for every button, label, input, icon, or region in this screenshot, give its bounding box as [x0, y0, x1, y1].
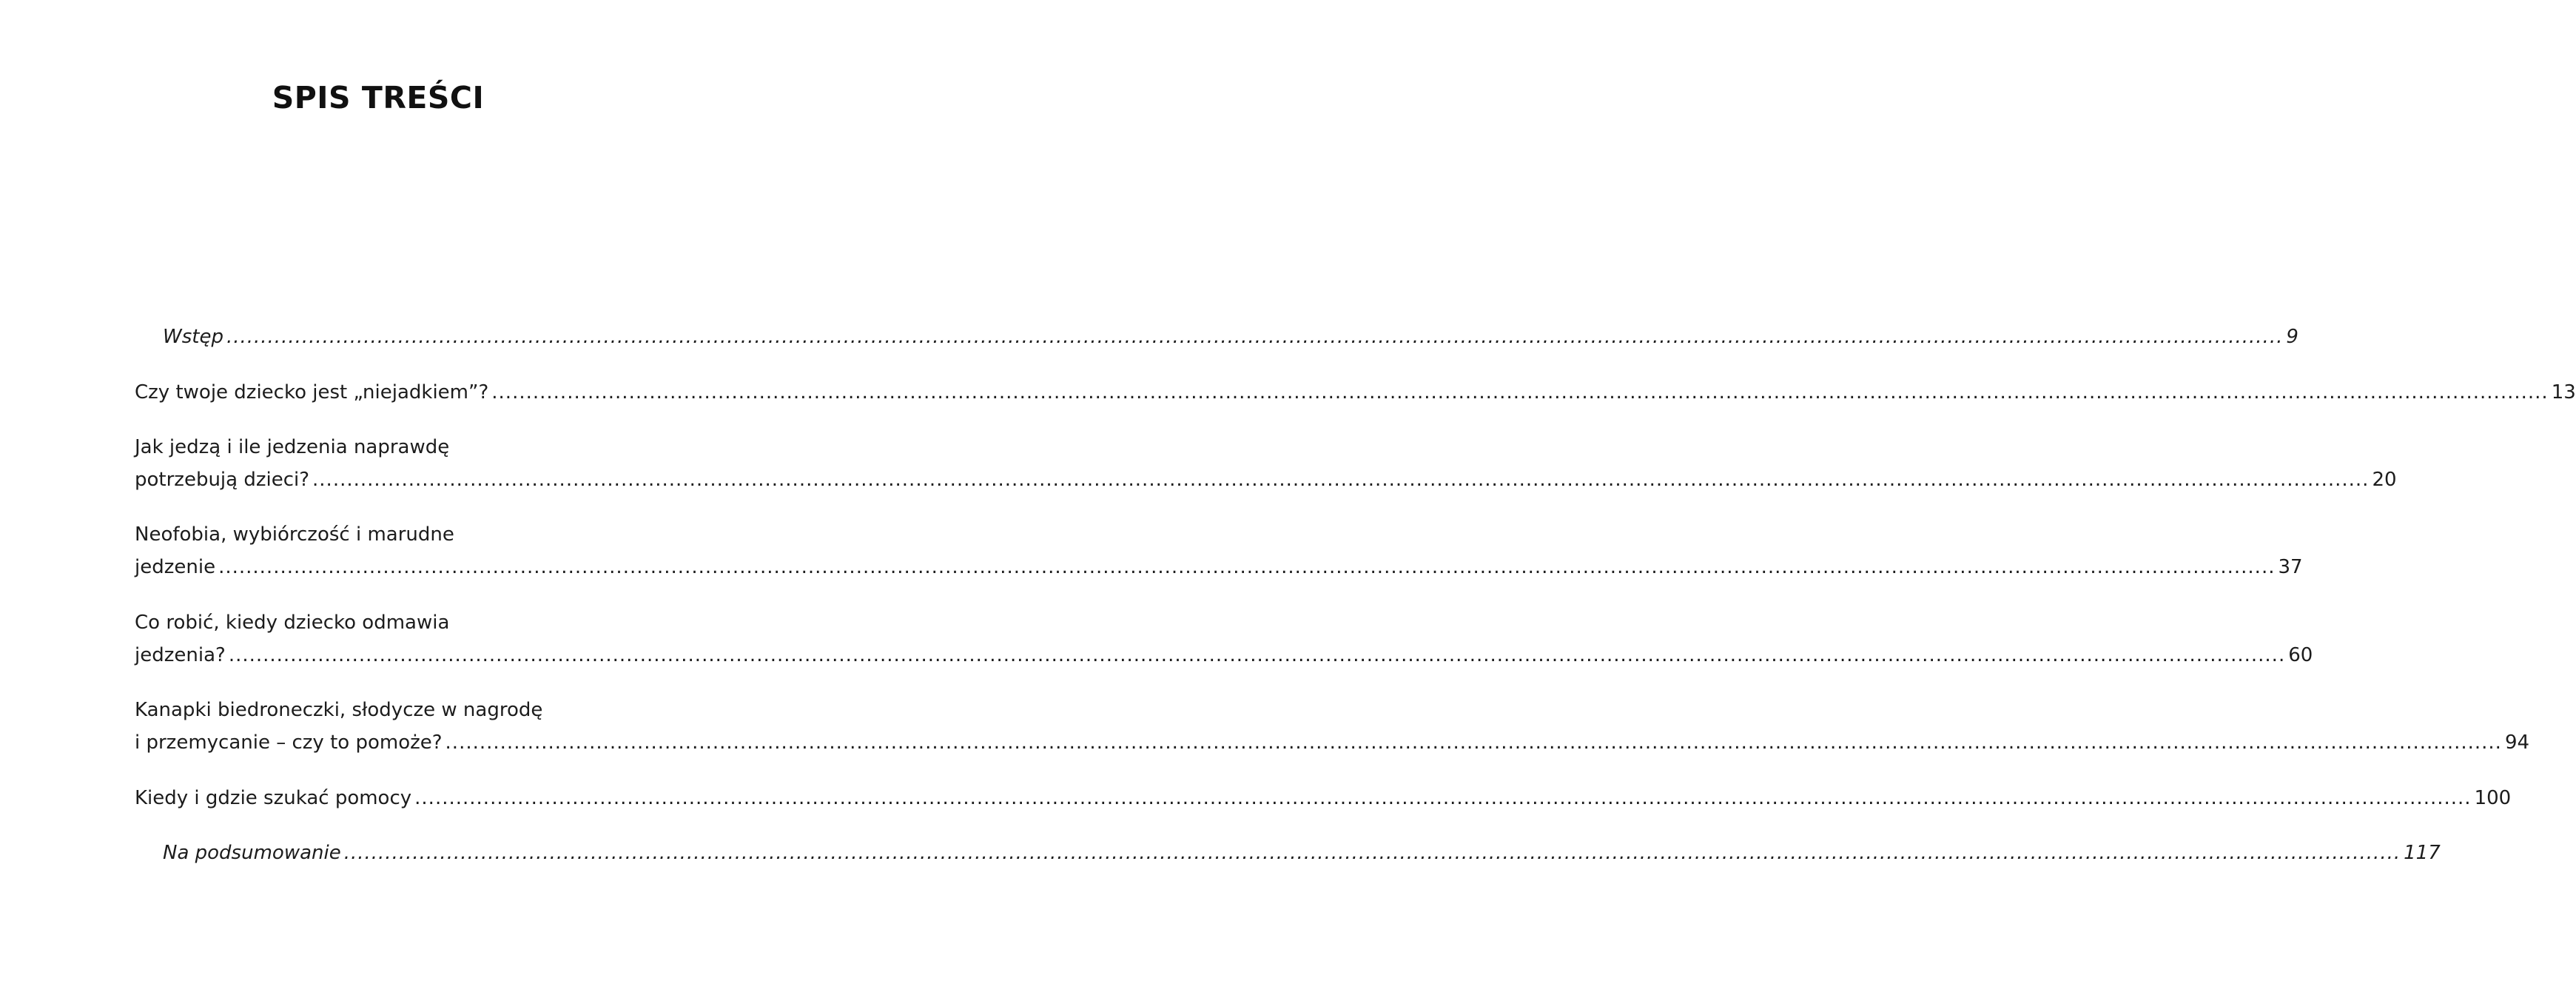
toc-entry — [163, 321, 2298, 353]
dot-leader: ............................................................................................................................................................................................................................................................................................................ — [445, 731, 2502, 754]
toc-page-number: 13 — [2551, 381, 2576, 404]
toc-entry-leader-row — [135, 551, 2303, 583]
toc-entry-title-line: Kanapki biedroneczki, słodycze w nagrodę — [135, 699, 543, 721]
dot-leader: ............................................................................................................................................................................................................................................................................................................ — [226, 326, 2284, 348]
toc-entry-title-line: Na podsumowanie — [163, 842, 341, 864]
toc-page-number: 20 — [2372, 469, 2397, 491]
toc-entry-title-line: Co robić, kiedy dziecko odmawia — [135, 612, 450, 634]
toc-entry-leader-row — [135, 463, 2397, 496]
page-title: SPIS TREŚCI — [272, 80, 485, 115]
toc-entry — [135, 431, 2397, 496]
toc-page-number: 94 — [2504, 731, 2530, 754]
toc-entry-title-line: Wstęp — [163, 326, 223, 348]
toc-entry-title-line: Neofobia, wybiórczość i marudne — [135, 523, 454, 546]
toc-entry-leader-row — [163, 321, 2298, 353]
toc-entry — [163, 837, 2441, 869]
toc-entry-title-line: Jak jedzą i ile jedzenia naprawdę — [135, 436, 450, 458]
toc-entry-title-line: potrzebują dzieci? — [135, 469, 310, 491]
toc-entry — [135, 782, 2512, 814]
dot-leader: ............................................................................................................................................................................................................................................................................................................ — [491, 381, 2549, 404]
toc-entry — [135, 518, 2303, 583]
dot-leader: ............................................................................................................................................................................................................................................................................................................ — [414, 787, 2472, 809]
toc-entry — [135, 694, 2530, 759]
toc-page-number: 60 — [2288, 644, 2313, 666]
dot-leader: ............................................................................................................................................................................................................................................................................................................ — [218, 556, 2276, 578]
toc-entry-title-line: jedzenie — [135, 556, 216, 578]
toc-entry-leader-row — [135, 376, 2576, 409]
toc-page-number: 37 — [2278, 556, 2303, 578]
toc-entry-leader-row — [135, 726, 2530, 759]
dot-leader: ............................................................................................................................................................................................................................................................................................................ — [343, 842, 2401, 864]
toc-page-number: 9 — [2286, 326, 2298, 348]
toc-entry-leader-row — [163, 837, 2441, 869]
toc-page-number: 117 — [2404, 842, 2441, 864]
toc-entry-title-line: i przemycanie – czy to pomoże? — [135, 731, 443, 754]
toc-entry-leader-row — [135, 782, 2512, 814]
toc-entry-title-line: jedzenia? — [135, 644, 226, 666]
toc-page-number: 100 — [2474, 787, 2512, 809]
toc-entry-leader-row — [135, 639, 2313, 672]
toc-entry — [135, 376, 2576, 409]
dot-leader: ............................................................................................................................................................................................................................................................................................................ — [312, 469, 2370, 491]
toc-entry-title-line: Kiedy i gdzie szukać pomocy — [135, 787, 412, 809]
toc-entry — [135, 606, 2313, 672]
toc-entry-title-line: Czy twoje dziecko jest „niejadkiem”? — [135, 381, 489, 404]
dot-leader: ............................................................................................................................................................................................................................................................................................................ — [228, 644, 2286, 666]
